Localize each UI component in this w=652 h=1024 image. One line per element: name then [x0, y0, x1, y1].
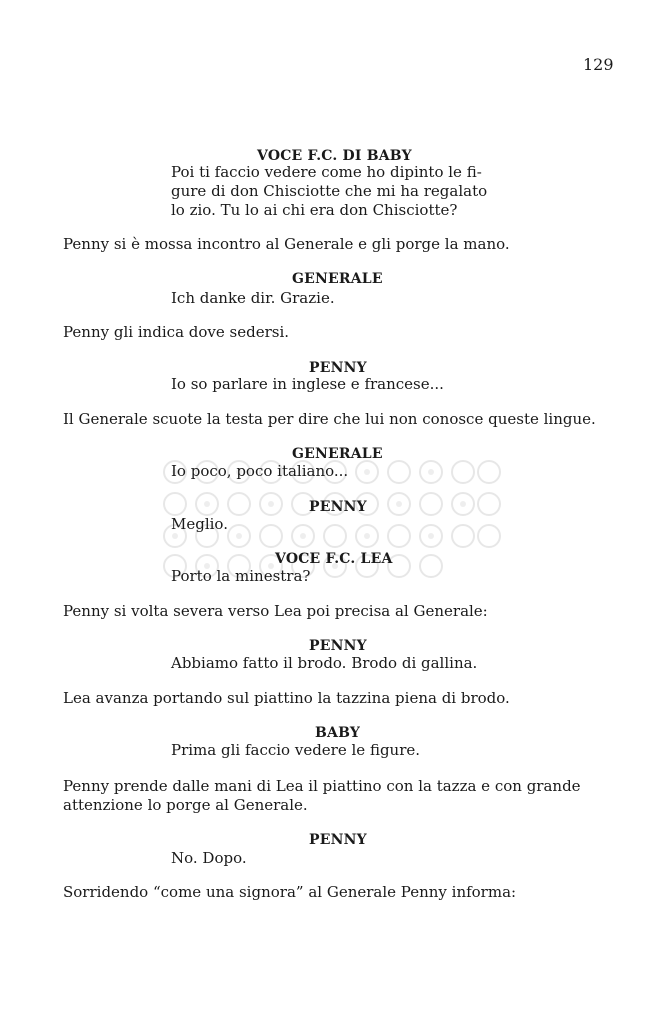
dialogue-line: Ich danke dir. Grazie. — [171, 289, 335, 307]
speaker-name: PENNY — [309, 638, 367, 654]
stage-direction: attenzione lo porge al Generale. — [63, 796, 308, 814]
speaker-name: BABY — [315, 725, 361, 741]
dialogue-line: Prima gli faccio vedere le figure. — [171, 741, 421, 759]
dialogue-line: Meglio. — [171, 515, 228, 533]
stage-direction: Penny prende dalle mani di Lea il piattino con la tazza e con grande — [63, 777, 581, 795]
dialogue-line: gure di don Chisciotte che mi ha regalato — [171, 182, 488, 200]
stage-direction: Penny gli indica dove sedersi. — [63, 323, 290, 341]
page-number: 129 — [583, 55, 614, 74]
dialogue-line: Io so parlare in inglese e francese... — [171, 375, 444, 393]
stage-direction: Penny si è mossa incontro al Generale e gli porge la mano. — [63, 235, 510, 253]
dialogue-line: Poi ti faccio vedere come ho dipinto le fi- — [171, 163, 482, 181]
stage-direction: Penny si volta severa verso Lea poi precisa al Generale: — [63, 602, 488, 620]
stage-direction: Il Generale scuote la testa per dire che lui non conosce queste lingue. — [63, 410, 596, 428]
speaker-name: GENERALE — [292, 446, 383, 462]
stage-direction: Sorridendo “come una signora” al Generale Penny informa: — [63, 883, 517, 901]
speaker-name: PENNY — [309, 499, 367, 515]
dialogue-line: Io poco, poco italiano... — [171, 462, 349, 480]
dialogue-line: No. Dopo. — [171, 849, 247, 867]
speaker-name: VOCE F.C. LEA — [275, 551, 393, 567]
dialogue-line: Abbiamo fatto il brodo. Brodo di gallina. — [171, 654, 478, 672]
dialogue-line: lo zio. Tu lo ai chi era don Chisciotte? — [171, 201, 458, 219]
speaker-name: VOCE F.C. DI BABY — [257, 148, 412, 164]
speaker-name: GENERALE — [292, 271, 383, 287]
dialogue-line: Porto la minestra? — [171, 567, 311, 585]
stage-direction: Lea avanza portando sul piattino la tazzina piena di brodo. — [63, 689, 510, 707]
speaker-name: PENNY — [309, 832, 367, 848]
speaker-name: PENNY — [309, 360, 367, 376]
